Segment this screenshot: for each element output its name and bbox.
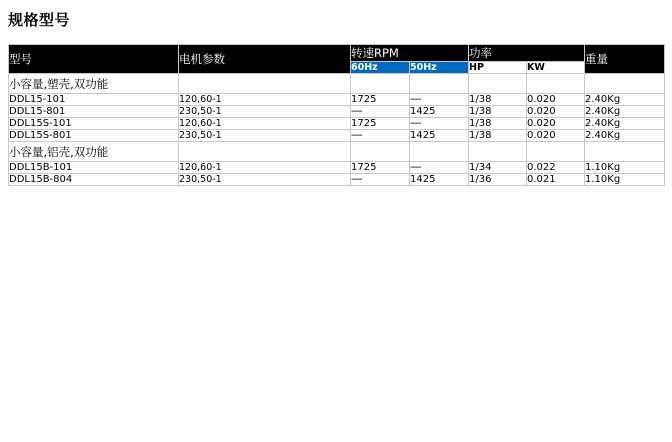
header-50hz: 50Hz — [410, 62, 469, 74]
cell-kw: 0.020 — [527, 106, 585, 118]
group-spacer-cell — [527, 142, 585, 162]
header-hp: HP — [469, 62, 527, 74]
cell-60hz: ---- — [351, 174, 410, 186]
cell-60hz: 1725 — [351, 162, 410, 174]
header-motor-params: 电机参数 — [179, 45, 351, 74]
cell-motor: 120,60-1 — [179, 118, 351, 130]
cell-50hz: ---- — [410, 118, 469, 130]
header-60hz: 60Hz — [351, 62, 410, 74]
group-spacer-cell — [469, 74, 527, 94]
group-header-row — [9, 142, 665, 162]
header-speed-rpm: 转速RPM — [351, 45, 469, 62]
header-kw: KW — [527, 62, 585, 74]
cell-weight: 1.10Kg — [585, 162, 665, 174]
table-header — [9, 45, 665, 74]
group-spacer-cell — [585, 142, 665, 162]
spec-page — [0, 9, 672, 442]
group-spacer-cell — [410, 74, 469, 94]
cell-60hz: 1725 — [351, 94, 410, 106]
group-spacer-cell — [469, 142, 527, 162]
cell-model: DDL15S-101 — [9, 118, 179, 130]
cell-model: DDL15-801 — [9, 106, 179, 118]
cell-hp: 1/38 — [469, 118, 527, 130]
cell-kw: 0.020 — [527, 118, 585, 130]
cell-model: DDL15S-801 — [9, 130, 179, 142]
table-row — [9, 106, 665, 118]
cell-motor: 120,60-1 — [179, 162, 351, 174]
cell-kw: 0.021 — [527, 174, 585, 186]
group-spacer-cell — [585, 74, 665, 94]
cell-hp: 1/36 — [469, 174, 527, 186]
cell-motor: 230,50-1 — [179, 174, 351, 186]
cell-weight: 2.40Kg — [585, 130, 665, 142]
cell-hp: 1/38 — [469, 130, 527, 142]
cell-weight: 2.40Kg — [585, 106, 665, 118]
header-weight: 重量 — [585, 45, 665, 74]
cell-model: DDL15B-804 — [9, 174, 179, 186]
cell-hp: 1/38 — [469, 106, 527, 118]
table-row — [9, 94, 665, 106]
group-spacer-cell — [179, 74, 351, 94]
cell-model: DDL15-101 — [9, 94, 179, 106]
group-label: 小容量,铝壳,双功能 — [9, 142, 179, 162]
cell-kw: 0.020 — [527, 130, 585, 142]
cell-50hz: 1425 — [410, 106, 469, 118]
table-row — [9, 174, 665, 186]
table-row — [9, 118, 665, 130]
cell-motor: 230,50-1 — [179, 106, 351, 118]
specification-table — [8, 44, 665, 186]
cell-weight: 2.40Kg — [585, 118, 665, 130]
cell-hp: 1/38 — [469, 94, 527, 106]
group-spacer-cell — [410, 142, 469, 162]
group-label: 小容量,塑壳,双功能 — [9, 74, 179, 94]
cell-hp: 1/34 — [469, 162, 527, 174]
header-model: 型号 — [9, 45, 179, 74]
cell-kw: 0.020 — [527, 94, 585, 106]
group-spacer-cell — [351, 142, 410, 162]
cell-weight: 1.10Kg — [585, 174, 665, 186]
cell-60hz: ---- — [351, 130, 410, 142]
group-spacer-cell — [527, 74, 585, 94]
cell-50hz: ---- — [410, 94, 469, 106]
table-row — [9, 162, 665, 174]
cell-motor: 230,50-1 — [179, 130, 351, 142]
group-spacer-cell — [351, 74, 410, 94]
cell-weight: 2.40Kg — [585, 94, 665, 106]
table-body — [9, 74, 665, 186]
cell-kw: 0.022 — [527, 162, 585, 174]
cell-model: DDL15B-101 — [9, 162, 179, 174]
page-title: 规格型号 — [8, 11, 71, 29]
header-power: 功率 — [469, 45, 585, 62]
cell-motor: 120,60-1 — [179, 94, 351, 106]
cell-60hz: 1725 — [351, 118, 410, 130]
cell-50hz: ---- — [410, 162, 469, 174]
cell-50hz: 1425 — [410, 130, 469, 142]
cell-50hz: 1425 — [410, 174, 469, 186]
table-row — [9, 130, 665, 142]
group-spacer-cell — [179, 142, 351, 162]
header-row-main — [9, 45, 665, 62]
cell-60hz: ---- — [351, 106, 410, 118]
group-header-row — [9, 74, 665, 94]
